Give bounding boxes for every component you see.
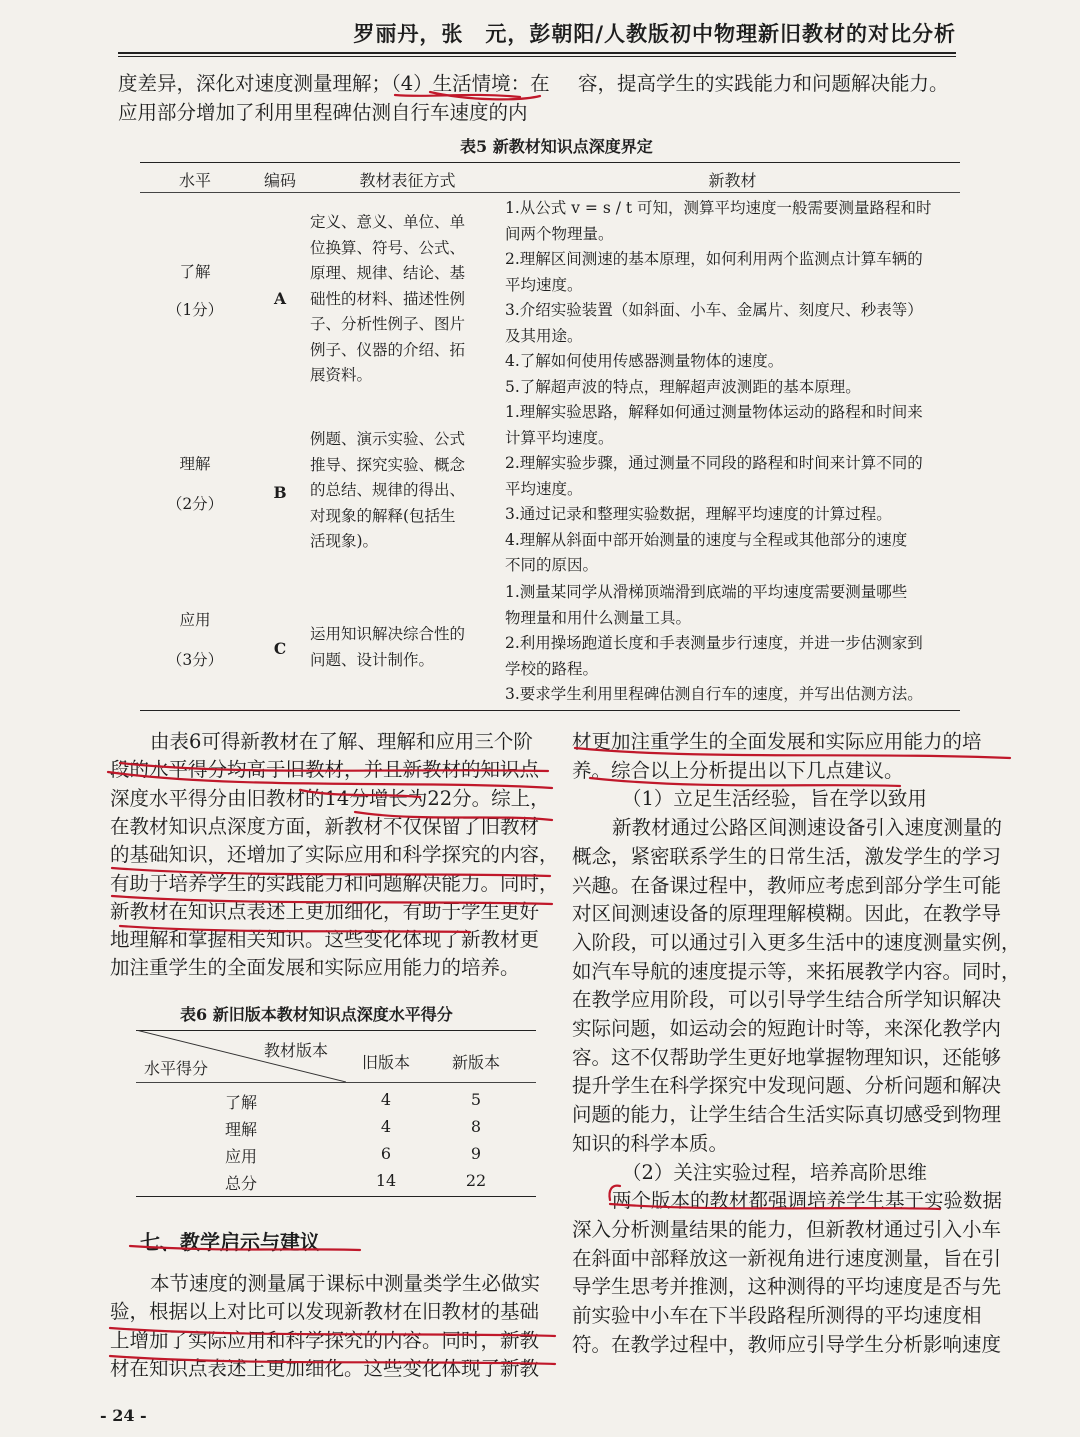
table5-row-a-score: （1分） xyxy=(166,301,224,319)
table5-rep-line: 推导、探究实验、概念 xyxy=(310,455,466,474)
table6-corner-bottom: 水平得分 xyxy=(144,1059,209,1078)
table5-new-line: 5.了解超声波的特点，理解超声波测距的基本原理。 xyxy=(505,377,861,396)
right-col-line: 在斜面中部释放这一新视角进行速度测量，旨在引 xyxy=(572,1246,1002,1270)
table5-new-line: 平均速度。 xyxy=(505,275,583,294)
right-col-line: 在教学应用阶段，可以引导学生结合所学知识解决 xyxy=(572,988,1002,1012)
right-col-line: 如汽车导航的速度提示等，来拓展教学内容。同时， xyxy=(572,959,1021,983)
table5-new-line: 及其用途。 xyxy=(505,326,583,345)
top-line-1-left: 度差异，深化对速度测量理解；（4）生活情境：在 xyxy=(118,72,550,95)
table6-bottom-rule xyxy=(136,1196,536,1197)
table6-row-old: 4 xyxy=(380,1090,392,1109)
right-col-line: 入阶段，可以通过引入更多生活中的速度测量实例， xyxy=(572,930,1021,954)
table5-header-rep: 教材表征方式 xyxy=(359,171,456,190)
table5-caption: 表5 新教材知识点深度界定 xyxy=(460,137,653,156)
table5-rep-line: 定义、意义、单位、单 xyxy=(310,213,466,231)
table5-row-c-level: 应用 xyxy=(179,611,211,629)
table6-row-new: 22 xyxy=(465,1171,487,1190)
right-col-line: 两个版本的教材都强调培养学生基于实验数据 xyxy=(612,1189,1003,1213)
table5-header-code: 编码 xyxy=(263,171,296,190)
table5-rep-line: 活现象)。 xyxy=(310,532,379,550)
table5-row-a-level: 了解 xyxy=(179,263,211,281)
table5-header-level: 水平 xyxy=(178,171,211,190)
table5-new-line: 3.介绍实验装置（如斜面、小车、金属片、刻度尺、秒表等） xyxy=(505,301,923,319)
table5-rep-line: 对现象的解释(包括生 xyxy=(310,506,456,525)
table6-corner-top: 教材版本 xyxy=(263,1041,328,1060)
right-col-line: 实际问题，如运动会的短跑计时等，来深化教学内 xyxy=(572,1017,1002,1040)
table6-col-new: 新版本 xyxy=(451,1053,500,1072)
table6-row-old: 6 xyxy=(380,1144,392,1163)
running-header: 罗丽丹，张 元，彭朝阳/人教版初中物理新旧教材的对比分析 xyxy=(353,21,956,46)
left-para1-line: 有助于培养学生的实践能力和问题解决能力。同时， xyxy=(110,871,559,895)
table5-rep-line: 子、分析性例子、图片 xyxy=(310,315,466,333)
table5-row-b-code: B xyxy=(273,483,287,502)
left-para1-line: 在教材知识点深度方面，新教材不仅保留了旧教材 xyxy=(110,814,540,838)
table6-row-old: 4 xyxy=(380,1117,392,1136)
table6-row-label: 理解 xyxy=(224,1120,257,1139)
right-col-line: 导学生思考并推测，这种测得的平均速度是否与先 xyxy=(572,1275,1002,1299)
table5-row-b-score: （2分） xyxy=(166,495,224,513)
section-title: 七、教学启示与建议 xyxy=(140,1230,320,1254)
left-para1-line: 加注重学生的全面发展和实际应用能力的培养。 xyxy=(110,956,520,980)
left-para1-line: 地理解和掌握相关知识。这些变化体现了新教材更 xyxy=(110,928,540,952)
table5-new-line: 学校的路程。 xyxy=(505,659,599,678)
table5-new-line: 4.理解从斜面中部开始测量的速度与全程或其他部分的速度 xyxy=(505,530,908,549)
table5-new-line: 4.了解如何使用传感器测量物体的速度。 xyxy=(505,352,784,370)
table6-row-new: 5 xyxy=(470,1090,482,1109)
table5-row-b-level: 理解 xyxy=(179,455,211,473)
right-col-line: 概念，紧密联系学生的日常生活，激发学生的学习 xyxy=(572,844,1002,868)
table5-new-line: 1.从公式 v = s / t 可知，测算平均速度一般需要测量路程和时 xyxy=(505,199,932,217)
table5-new-line: 2.利用操场跑道长度和手表测量步行速度，并进一步估测家到 xyxy=(505,634,923,652)
table5-new-line: 2.理解实验步骤，通过测量不同段的路程和时间来计算不同的 xyxy=(505,454,923,472)
table5-rep-line: 例子、仪器的介绍、拓 xyxy=(310,340,466,359)
table5-top-rule xyxy=(140,162,960,163)
table5-new-line: 1.理解实验思路，解释如何通过测量物体运动的路程和时间来 xyxy=(505,403,923,421)
page-number: - 24 - xyxy=(100,1406,147,1425)
left-para2-line: 材在知识点表述上更加细化。这些变化体现了新教 xyxy=(110,1356,540,1380)
left-para1-line: 段的水平得分均高于旧教材，并且新教材的知识点 xyxy=(110,758,540,782)
right-col-line: 前实验中小车在下半段路程所测得的平均速度相 xyxy=(572,1304,982,1327)
right-col-line: 对区间测速设备的原理理解模糊。因此，在教学导 xyxy=(572,902,1002,926)
table5-header-rule xyxy=(140,192,960,193)
left-para1-line: 深度水平得分由旧教材的14分增长为22分。综上， xyxy=(110,786,550,810)
table5-new-line: 3.要求学生利用里程碑估测自行车的速度，并写出估测方法。 xyxy=(505,685,923,703)
table5-bottom-rule xyxy=(140,710,960,711)
table5-new-line: 物理量和用什么测量工具。 xyxy=(505,608,692,627)
table5-new-line: 间两个物理量。 xyxy=(505,224,614,243)
table6-caption: 表6 新旧版本教材知识点深度水平得分 xyxy=(180,1005,453,1024)
table5-new-line: 3.通过记录和整理实验数据，理解平均速度的计算过程。 xyxy=(505,505,892,523)
table5-new-line: 1.测量某同学从滑梯顶端滑到底端的平均速度需要测量哪些 xyxy=(505,583,908,601)
table6-row-label: 应用 xyxy=(224,1147,257,1166)
right-col-line: （2）关注实验过程，培养高阶思维 xyxy=(622,1160,927,1184)
right-col-line: 材更加注重学生的全面发展和实际应用能力的培 xyxy=(572,730,982,753)
table5-rep-line: 原理、规律、结论、基 xyxy=(310,264,466,282)
table5-new-line: 不同的原因。 xyxy=(505,556,599,574)
header-rule xyxy=(118,52,956,54)
right-col-line: （1）立足生活经验，旨在学以致用 xyxy=(622,787,927,811)
table6-row-old: 14 xyxy=(375,1171,397,1190)
left-para2-line: 上增加了实际应用和科学探究的内容。同时，新教 xyxy=(110,1328,540,1352)
table5-row-c-code: C xyxy=(273,639,287,658)
table5-new-line: 计算平均速度。 xyxy=(505,428,614,447)
table6-col-old: 旧版本 xyxy=(361,1053,410,1072)
left-para1-line: 新教材在知识点表述上更加细化，有助于学生更好 xyxy=(110,899,540,923)
table6-row-new: 9 xyxy=(470,1144,482,1163)
table5-rep-line: 础性的材料、描述性例 xyxy=(310,289,466,308)
top-line-2: 应用部分增加了利用里程碑估测自行车速度的内 xyxy=(118,101,528,124)
table5-rep-line: 例题、演示实验、公式 xyxy=(310,430,466,448)
table5-new-line: 2.理解区间测速的基本原理，如何利用两个监测点计算车辆的 xyxy=(505,250,923,268)
table5-rep-line: 展资料。 xyxy=(310,366,373,384)
table5-rep-line: 运用知识解决综合性的 xyxy=(310,625,466,643)
table5-new-line: 平均速度。 xyxy=(505,479,583,498)
right-col-line: 问题的能力，让学生结合生活实际真切感受到物理 xyxy=(572,1103,1002,1127)
table6-row-new: 8 xyxy=(470,1117,482,1136)
top-line-1-right: 容，提高学生的实践能力和问题解决能力。 xyxy=(578,72,949,95)
right-col-line: 新教材通过公路区间测速设备引入速度测量的 xyxy=(612,816,1003,840)
table5-row-a-code: A xyxy=(273,289,287,308)
left-para2-line: 验，根据以上对比可以发现新教材在旧教材的基础 xyxy=(110,1300,540,1324)
table6 xyxy=(136,1030,536,1200)
table5-header-new: 新教材 xyxy=(708,171,757,190)
right-col-line: 深入分析测量结果的能力，但新教材通过引入小车 xyxy=(572,1217,1002,1241)
table6-row-label: 了解 xyxy=(224,1093,257,1112)
right-col-line: 兴趣。在备课过程中，教师应考虑到部分学生可能 xyxy=(572,873,1002,897)
left-para1-line: 的基础知识，还增加了实际应用和科学探究的内容， xyxy=(110,843,559,867)
left-para2-line: 本节速度的测量属于课标中测量类学生必做实 xyxy=(150,1272,541,1295)
right-col-line: 容。这不仅帮助学生更好地掌握物理知识，还能够 xyxy=(572,1045,1002,1069)
table5-rep-line: 位换算、符号、公式、 xyxy=(310,238,466,257)
table6-header-rule xyxy=(136,1082,536,1083)
right-col-line: 提升学生在科学探究中发现问题、分析问题和解决 xyxy=(572,1074,1002,1098)
right-col-line: 符。在教学过程中，教师应引导学生分析影响速度 xyxy=(572,1332,1002,1356)
table5-rep-line: 的总结、规律的得出、 xyxy=(310,481,466,499)
table6-row-label: 总分 xyxy=(224,1174,257,1193)
table5-row-c-score: （3分） xyxy=(166,651,224,669)
header-rule-thin xyxy=(118,56,956,57)
right-col-line: 知识的科学本质。 xyxy=(572,1131,729,1155)
left-para1-line: 由表6可得新教材在了解、理解和应用三个阶 xyxy=(150,730,533,753)
right-col-line: 养。综合以上分析提出以下几点建议。 xyxy=(572,758,904,782)
table5-rep-line: 问题、设计制作。 xyxy=(310,650,435,669)
